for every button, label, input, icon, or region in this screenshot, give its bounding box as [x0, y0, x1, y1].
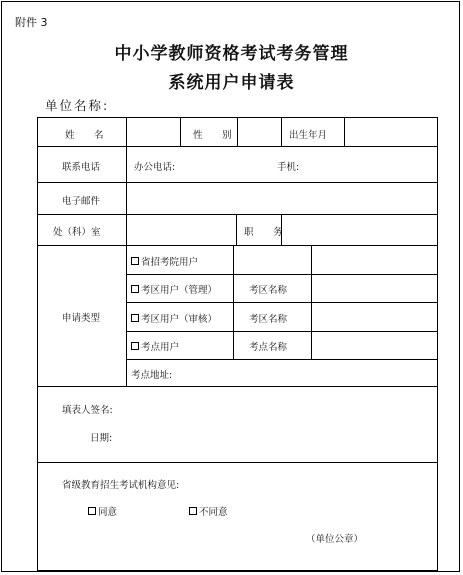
- dept-label: 处（科）室: [53, 227, 101, 238]
- disagree-label: 不同意: [199, 507, 228, 518]
- row-divider: [38, 245, 437, 246]
- name-label: 姓 名: [65, 130, 109, 141]
- row-divider: [126, 359, 437, 360]
- checkbox-icon[interactable]: [189, 507, 197, 515]
- col-divider: [237, 118, 238, 146]
- option-district-audit[interactable]: [131, 311, 217, 325]
- col-divider: [236, 214, 237, 245]
- opinion-label: 省级教育招生考试机构意见:: [62, 480, 180, 491]
- office-phone-label: 办公电话:: [134, 162, 176, 173]
- position-label: 职 务: [244, 227, 288, 238]
- phone-label: 联系电话: [62, 162, 101, 173]
- checkbox-icon[interactable]: [131, 285, 139, 293]
- form-title-line2: 系统用户申请表: [168, 73, 295, 93]
- row-divider: [38, 214, 437, 215]
- checkbox-icon[interactable]: [131, 314, 139, 322]
- option-site[interactable]: [131, 339, 179, 353]
- seal-label: （单位公章）: [306, 534, 364, 545]
- col-divider: [233, 245, 234, 359]
- row-divider: [38, 182, 437, 183]
- district-name-label: 考区名称: [249, 285, 288, 296]
- district-name-label: 考区名称: [249, 314, 288, 325]
- option-district-manage[interactable]: [131, 282, 217, 296]
- email-label: 电子邮件: [62, 196, 101, 207]
- mobile-label: 手机:: [277, 162, 300, 173]
- col-divider: [344, 118, 345, 146]
- option-district-manage-label: 考区用户（管理）: [141, 285, 218, 296]
- date-label: 日期:: [90, 433, 113, 444]
- filler-sign-label: 填表人签名:: [62, 405, 113, 416]
- site-name-label: 考点名称: [249, 342, 288, 353]
- birth-label: 出生年月: [289, 130, 328, 141]
- option-district-audit-label: 考区用户（审核）: [141, 314, 218, 325]
- option-disagree[interactable]: [189, 504, 228, 518]
- application-table: [37, 117, 438, 571]
- option-site-label: 考点用户: [141, 342, 180, 353]
- row-divider: [38, 146, 437, 147]
- agree-label: 同意: [98, 507, 118, 518]
- site-address-label: 考点地址:: [131, 370, 173, 381]
- col-divider: [281, 118, 282, 146]
- unit-name-label: 单位名称:: [45, 98, 110, 113]
- option-agree[interactable]: [88, 504, 117, 518]
- row-divider: [126, 331, 437, 332]
- col-divider: [311, 245, 312, 359]
- option-provincial-label: 省招考院用户: [141, 257, 199, 268]
- row-divider: [126, 274, 437, 275]
- col-divider: [180, 118, 181, 146]
- option-provincial[interactable]: [131, 254, 198, 268]
- checkbox-icon[interactable]: [131, 257, 139, 265]
- col-divider: [126, 118, 127, 386]
- row-divider: [126, 302, 437, 303]
- attachment-label: 附件 3: [15, 16, 48, 29]
- checkbox-icon[interactable]: [88, 507, 96, 515]
- row-divider: [38, 386, 437, 387]
- row-divider: [38, 462, 437, 463]
- checkbox-icon[interactable]: [131, 342, 139, 350]
- form-title-line1: 中小学教师资格考试考务管理: [114, 44, 349, 64]
- gender-label: 性 别: [193, 130, 237, 141]
- apply-type-label: 申请类型: [62, 313, 101, 324]
